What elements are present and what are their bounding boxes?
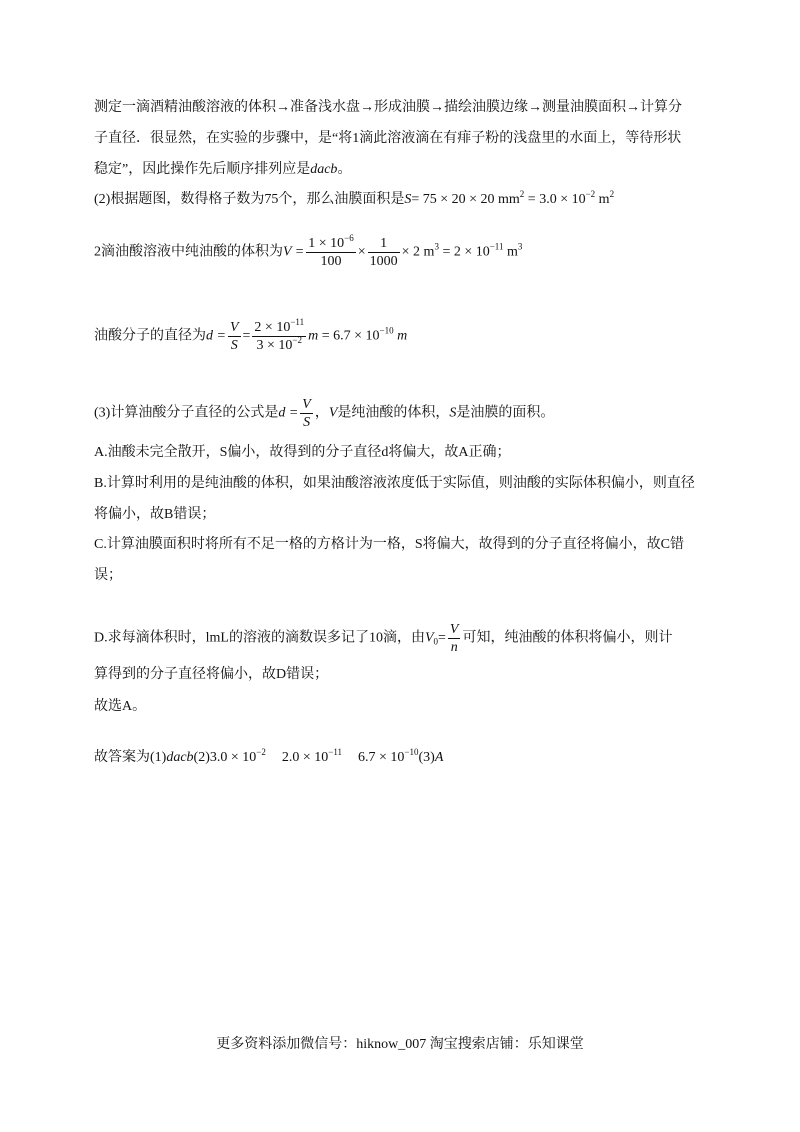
choose-line: 故选A。 bbox=[94, 699, 147, 714]
diameter-equation: 油酸分子的直径为d = $\frac{V}{S}$ = $\frac{2 \times 10^{-11}}{3 \times 10^{-2}}$ $m = 6.7 \times 10^{-10}$ m bbox=[94, 317, 408, 353]
paragraph-line: 测定一滴酒精油酸溶液的体积→准备浅水盘→形成油膜→描绘油膜边缘→测量油膜面积→计算分 bbox=[94, 100, 682, 115]
option-a: A.油酸未完全散开，S偏小，故得到的分子直径d将偏大，故A正确； bbox=[94, 445, 511, 460]
fraction: $\frac{1 \times 10^{-6}}{100}$ bbox=[308, 233, 354, 269]
option-b: B.计算时利用的是纯油酸的体积，如果油酸溶液浓度低于实际值，则油酸的实际体积偏小，则直径 bbox=[94, 476, 695, 491]
option-c-cont: 误； bbox=[94, 568, 122, 583]
volume-equation: 2滴油酸溶液中纯油酸的体积为V = $\frac{1 \times 10^{-6}}{100}$ × $\frac{1}{1000}$ × 2 $m^3 = 2 \times 10^{-11}$ $m^3$ bbox=[94, 233, 523, 269]
fraction: $\frac{2 \times 10^{-11}}{3 \times 10^{-2}}$ bbox=[254, 317, 305, 353]
fraction: $\frac{V}{S}$ bbox=[302, 397, 311, 430]
paragraph-line: 稳定”，因此操作先后顺序排列应是dacb。 bbox=[94, 162, 352, 177]
part2-area-equation: (2)根据题图，数得格子数为75个，那么油膜面积是S= 75 × 20 × 20 $mm^2 = 3.0 \times 10^{-2}$ $m^2$ bbox=[94, 189, 615, 207]
option-d: D.求每滴体积时，lmL的溶液的滴数误多记了10滴，由$V_0=$ $\frac{V}{n}$ 可知，纯油酸的体积将偏小，则计 bbox=[94, 622, 673, 655]
option-d-cont: 算得到的分子直径将偏小，故D错误； bbox=[94, 667, 329, 682]
part3-formula: (3)计算油酸分子直径的公式是d = $\frac{V}{S}$ ，V是纯油酸的体积，S是油膜的面积。 bbox=[94, 397, 555, 430]
option-c: C.计算油膜面积时将所有不足一格的方格计为一格，S将偏大，故得到的分子直径将偏小，故C错 bbox=[94, 537, 684, 552]
option-b-cont: 将偏小，故B错误； bbox=[94, 507, 216, 522]
answer-order-variable: dacb bbox=[310, 162, 338, 177]
part-label: (3) bbox=[94, 405, 111, 421]
fraction: $\frac{V}{n}$ bbox=[449, 622, 459, 655]
answer-line: 故答案为(1)dacb(2)3.0 × $10^{-2}$ $2.0 \times 10^{-11}$ $6.7 \times 10^{-10}(3)A$ bbox=[94, 747, 444, 765]
paragraph-line: 子直径．很显然，在实验的步骤中，是“将1滴此溶液滴在有痱子粉的浅盘里的水面上，等待形状 bbox=[94, 131, 682, 146]
footer-promo: 更多资料添加微信号：hiknow_007 淘宝搜索店铺：乐知课堂 bbox=[216, 1037, 584, 1052]
fraction: $\frac{V}{S}$ bbox=[229, 320, 239, 353]
fraction: $\frac{1}{1000}$ bbox=[369, 236, 398, 269]
part-label: (2) bbox=[94, 192, 111, 207]
